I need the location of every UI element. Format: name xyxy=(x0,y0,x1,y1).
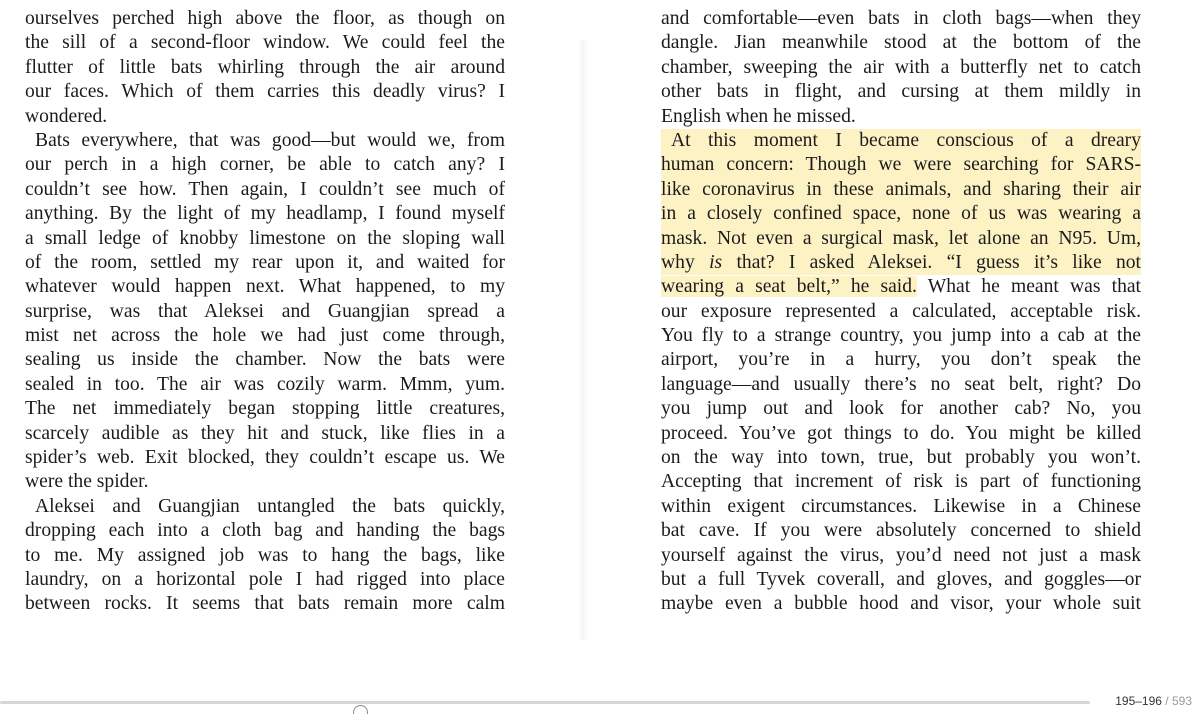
text-line: flutter of little bats whirling through the air around xyxy=(25,56,505,78)
highlighted-line[interactable]: mask. Not even a surgical mask, let alone an N95. Um, xyxy=(661,227,1141,251)
text-line: to me. My assigned job was to hang the bags, like xyxy=(25,544,505,566)
text-line: our perch in a high corner, be able to catch any? I xyxy=(25,154,505,176)
highlighted-line[interactable]: At this moment I became conscious of a dreary xyxy=(661,129,1141,153)
text-line: of the room, settled my rear upon it, and waited for xyxy=(25,251,505,273)
text-line: ourselves perched high above the floor, as though on xyxy=(25,8,505,29)
text-line: chamber, sweeping the air with a butterfly net to catch xyxy=(661,56,1141,78)
highlighted-line[interactable] xyxy=(661,251,1141,275)
text-line: English when he missed. xyxy=(661,105,856,127)
text-line: on the way into town, true, but probably you won’t. xyxy=(661,447,1141,469)
highlighted-text-end[interactable]: wearing a seat belt,” he said. xyxy=(661,276,917,298)
text-line: dangle. Jian meanwhile stood at the bottom of the xyxy=(661,32,1141,54)
page-separator: / xyxy=(1165,694,1169,708)
text-line: were the spider. xyxy=(25,471,149,493)
text-line: our faces. Which of them carries this deadly virus? I xyxy=(25,81,505,103)
text-line: couldn’t see how. Then again, I couldn’t see much of xyxy=(25,178,505,200)
current-pages: 195–196 xyxy=(1115,694,1162,708)
text-line: sealed in too. The air was cozily warm. Mmm, yum. xyxy=(25,373,505,395)
text-line: a small ledge of knobby limestone on the sloping wall xyxy=(25,227,505,249)
text-line: between rocks. It seems that bats remain more calm xyxy=(25,593,505,615)
text-line: bat cave. If you were absolutely concerned to shield xyxy=(661,520,1141,542)
text-line: Aleksei and Guangjian untangled the bats quickly, xyxy=(35,495,505,517)
text-line: dropping each into a cloth bag and handing the bags xyxy=(25,520,505,542)
text-line: the sill of a second-floor window. We could feel the xyxy=(25,32,505,54)
text-line: Bats everywhere, that was good—but would we, from xyxy=(35,129,505,151)
text-line: but a full Tyvek coverall, and gloves, and goggles—or xyxy=(661,568,1141,590)
text-line: whatever would happen next. What happened, to my xyxy=(25,276,505,298)
text-line-rest: What he meant was that xyxy=(916,276,1142,298)
text-line: other bats in flight, and cursing at them mildly in xyxy=(661,81,1141,103)
text-line: The net immediately began stopping little creatures, xyxy=(25,398,505,420)
page-progress-slider[interactable] xyxy=(0,701,1090,704)
text-line: scarcely audible as they hit and stuck, like flies in a xyxy=(25,422,505,444)
text-line: laundry, on a horizontal pole I had rigged into place xyxy=(25,568,505,590)
text-line: and comfortable—even bats in cloth bags—when they xyxy=(661,8,1141,29)
text-line: You fly to a strange country, you jump into a cab at the xyxy=(661,325,1141,347)
text-line: you jump out and look for another cab? No, you xyxy=(661,398,1141,420)
page-indicator xyxy=(1115,694,1192,708)
total-pages: 593 xyxy=(1171,694,1192,708)
text-line: mist net across the hole we had just come through, xyxy=(25,325,505,347)
text-line: sealing us inside the chamber. Now the bats were xyxy=(25,349,505,371)
text-line: our exposure represented a calculated, acceptable risk. xyxy=(661,300,1141,322)
slider-thumb[interactable] xyxy=(353,705,368,714)
text-line: wondered. xyxy=(25,105,108,127)
highlighted-line[interactable]: human concern: Though we were searching for SARS- xyxy=(661,153,1141,177)
highlighted-line[interactable]: in a closely confined space, none of us was wearing a xyxy=(661,202,1141,226)
highlight-text: why xyxy=(661,251,710,273)
right-page xyxy=(661,7,1141,617)
highlighted-line[interactable]: like coronavirus in these animals, and sharing their air xyxy=(661,178,1141,202)
text-line: anything. By the light of my headlamp, I found myself xyxy=(25,203,505,225)
text-line: Accepting that increment of risk is part of functioning xyxy=(661,471,1141,493)
text-line: airport, you’re in a hurry, you don’t speak the xyxy=(661,349,1141,371)
highlight-emphasis: is xyxy=(709,251,723,273)
left-page xyxy=(25,7,505,617)
text-line: yourself against the virus, you’d need not just a mask xyxy=(661,544,1141,566)
highlight-text: that? I asked Aleksei. “I guess it’s like not xyxy=(722,251,1141,273)
text-line: language—and usually there’s no seat belt, right? Do xyxy=(661,373,1141,395)
text-line: maybe even a bubble hood and visor, your whole suit xyxy=(661,593,1141,615)
reader-footer xyxy=(0,690,1200,714)
page-gutter-shadow xyxy=(578,40,588,640)
text-line: surprise, was that Aleksei and Guangjian spread a xyxy=(25,300,505,322)
text-line: spider’s web. Exit blocked, they couldn’t escape us. We xyxy=(25,447,505,469)
text-line xyxy=(661,275,1141,299)
text-line: proceed. You’ve got things to do. You might be killed xyxy=(661,422,1141,444)
text-line: within exigent circumstances. Likewise in a Chinese xyxy=(661,495,1141,517)
